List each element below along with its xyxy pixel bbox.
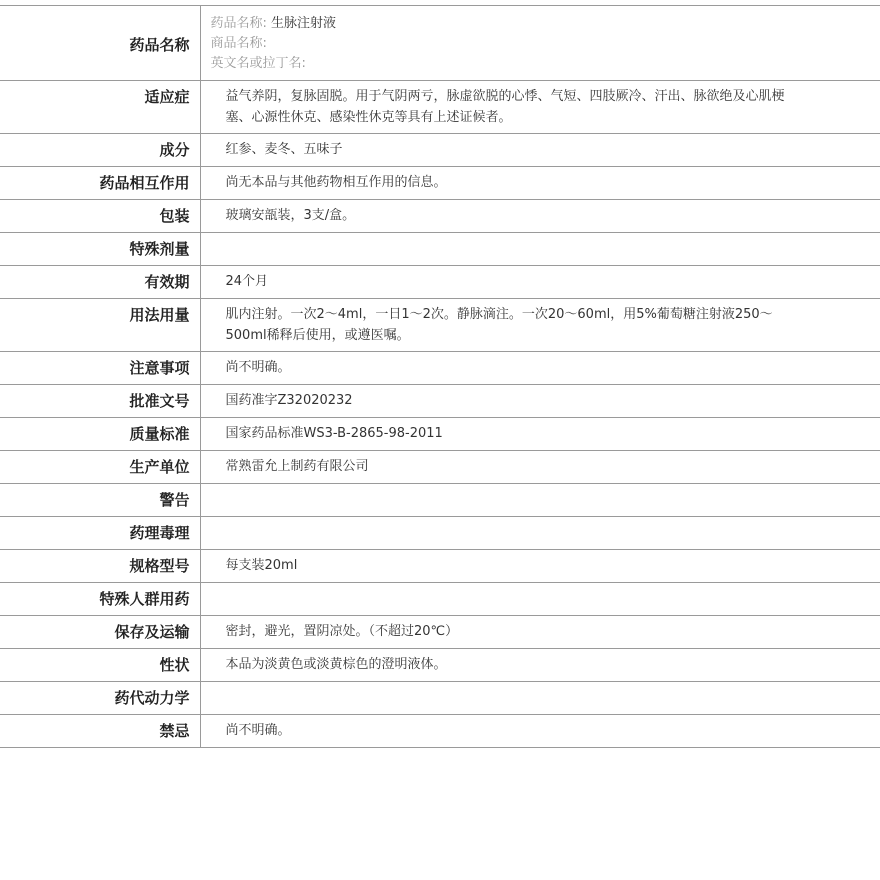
row-label: 特殊剂量 — [0, 233, 200, 266]
row-label: 质量标准 — [0, 418, 200, 451]
row-label: 批准文号 — [0, 385, 200, 418]
table-row-precautions — [0, 352, 880, 385]
table-row-storage — [0, 616, 880, 649]
english-name-line: 英文名或拉丁名: — [210, 56, 306, 71]
table-row-specification — [0, 550, 880, 583]
row-label: 性状 — [0, 649, 200, 682]
row-value — [200, 517, 880, 550]
row-value: 红参、麦冬、五味子 — [200, 134, 880, 167]
row-label: 禁忌 — [0, 715, 200, 748]
table-row-description — [0, 649, 880, 682]
table-row-special-populations — [0, 583, 880, 616]
trade-name-line: 商品名称: — [210, 36, 267, 51]
row-label: 规格型号 — [0, 550, 200, 583]
row-value — [200, 583, 880, 616]
table-row-pharmacokinetics — [0, 682, 880, 715]
row-label: 有效期 — [0, 266, 200, 299]
row-label: 适应症 — [0, 81, 200, 134]
row-label: 警告 — [0, 484, 200, 517]
row-value: 玻璃安瓿装，3支/盒。 — [200, 200, 880, 233]
row-label: 药代动力学 — [0, 682, 200, 715]
table-row-quality-standard — [0, 418, 880, 451]
table-row-indications — [0, 81, 880, 134]
row-value — [200, 682, 880, 715]
row-value: 24个月 — [200, 266, 880, 299]
table-row-shelf-life — [0, 266, 880, 299]
drug-name-value: 生脉注射液 — [271, 16, 337, 31]
row-label: 特殊人群用药 — [0, 583, 200, 616]
row-label: 注意事项 — [0, 352, 200, 385]
row-value: 尚无本品与其他药物相互作用的信息。 — [200, 167, 880, 200]
row-value: 尚不明确。 — [200, 352, 880, 385]
table-row-interactions — [0, 167, 880, 200]
drug-name-values — [200, 6, 880, 81]
row-value — [200, 484, 880, 517]
row-label: 生产单位 — [0, 451, 200, 484]
row-label: 药品相互作用 — [0, 167, 200, 200]
table-row-ingredients — [0, 134, 880, 167]
row-label: 用法用量 — [0, 299, 200, 352]
row-value: 密封，避光，置阴凉处。（不超过20℃） — [200, 616, 880, 649]
table-row-usage-dosage — [0, 299, 880, 352]
drug-name-label: 药品名称 — [0, 6, 200, 81]
row-value: 本品为淡黄色或淡黄棕色的澄明液体。 — [200, 649, 880, 682]
table-row-drug-name — [0, 6, 880, 81]
row-value: 常熟雷允上制药有限公司 — [200, 451, 880, 484]
row-value: 每支装20ml — [200, 550, 880, 583]
table-row-manufacturer — [0, 451, 880, 484]
row-label: 保存及运输 — [0, 616, 200, 649]
row-value: 国家药品标准WS3-B-2865-98-2011 — [200, 418, 880, 451]
table-row-packaging — [0, 200, 880, 233]
table-row-contraindications — [0, 715, 880, 748]
row-value: 尚不明确。 — [200, 715, 880, 748]
row-value — [200, 233, 880, 266]
row-value: 肌内注射。一次2～4ml，一日1～2次。静脉滴注。一次20～60ml，用5%葡萄糖注射液250～500ml稀释后使用，或遵医嘱。 — [200, 299, 880, 352]
table-row-approval-number — [0, 385, 880, 418]
table-row-warning — [0, 484, 880, 517]
row-label: 包装 — [0, 200, 200, 233]
table-row-pharmacology — [0, 517, 880, 550]
row-label: 成分 — [0, 134, 200, 167]
drug-info-table — [0, 5, 880, 748]
drug-name-line — [211, 14, 871, 34]
drug-name-prefix: 药品名称: — [210, 16, 267, 31]
row-value: 国药准字Z32020232 — [200, 385, 880, 418]
row-value: 益气养阴，复脉固脱。用于气阴两亏，脉虚欲脱的心悸、气短、四肢厥冷、汗出、脉欲绝及心肌梗塞、心源性休克、感染性休克等具有上述证候者。 — [200, 81, 880, 134]
table-row-special-dosage — [0, 233, 880, 266]
row-label: 药理毒理 — [0, 517, 200, 550]
